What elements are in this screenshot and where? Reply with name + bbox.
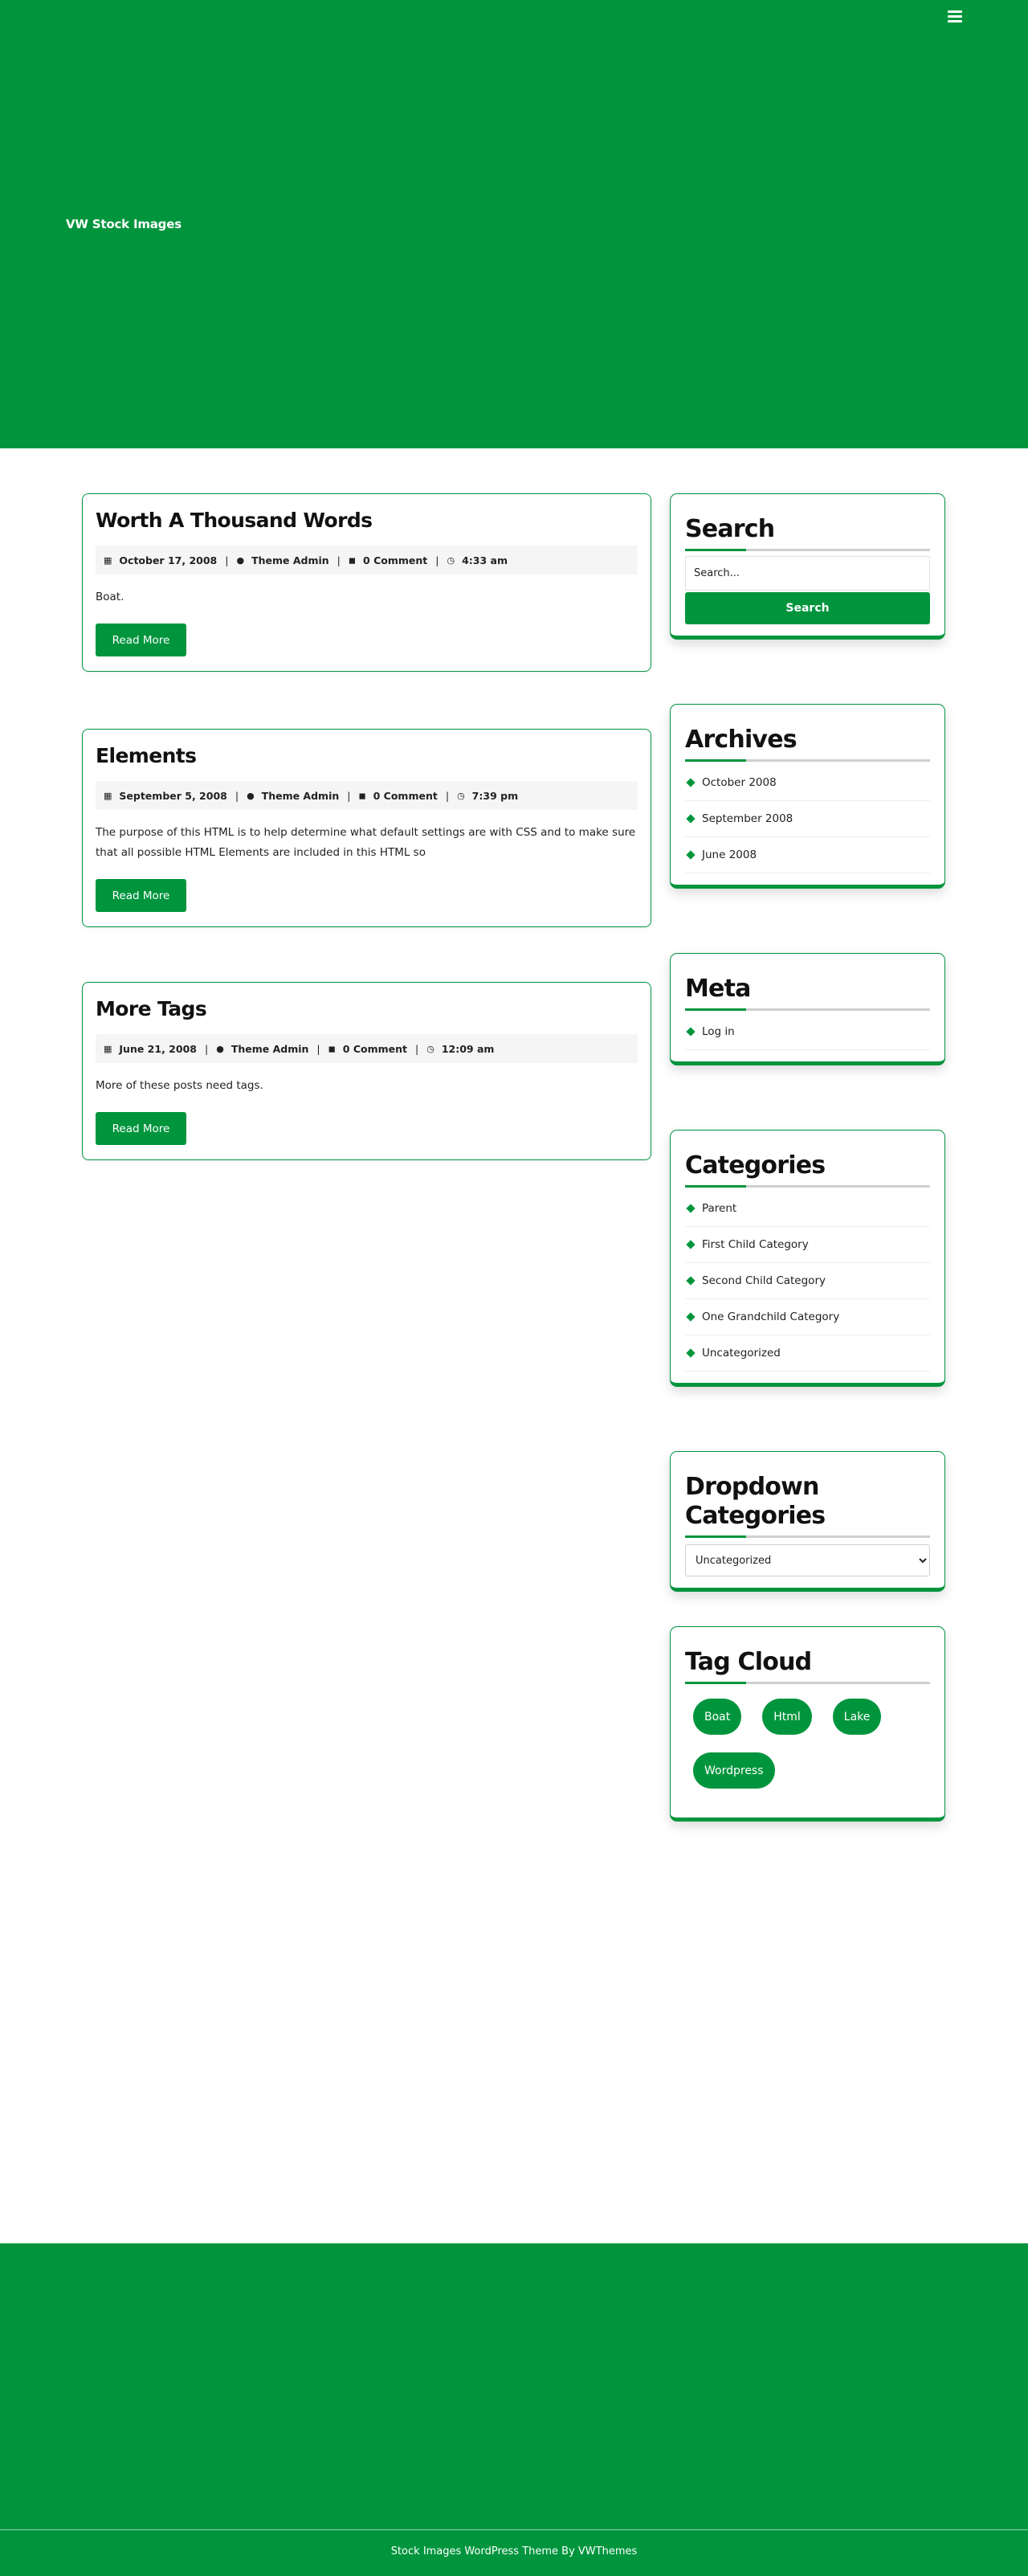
diamond-bullet-icon [686, 1276, 695, 1285]
calendar-icon: ▦ [104, 554, 112, 566]
diamond-bullet-icon [686, 850, 695, 859]
diamond-bullet-icon [686, 778, 695, 787]
user-icon: ● [247, 790, 255, 801]
comments-icon: ◼ [328, 1043, 336, 1054]
meta-separator: | [204, 1042, 209, 1055]
meta-separator: | [435, 554, 439, 566]
post-excerpt: More of these posts need tags. [96, 1079, 263, 1092]
tag-link[interactable]: Lake [833, 1699, 882, 1735]
hamburger-menu-icon[interactable] [944, 6, 965, 26]
post-meta [96, 1034, 638, 1063]
tag-link[interactable]: Wordpress [693, 1752, 775, 1789]
meta-list [685, 1014, 930, 1050]
widget-title: Meta [685, 975, 751, 1003]
category-dropdown[interactable] [685, 1544, 930, 1576]
calendar-icon: ▦ [104, 1043, 112, 1054]
user-icon: ● [216, 1043, 224, 1054]
meta-separator: | [316, 1042, 320, 1055]
post-author[interactable]: ● Theme Admin [236, 554, 329, 566]
post-author[interactable]: ● Theme Admin [247, 789, 340, 802]
clock-icon: ◷ [457, 790, 465, 801]
archives-list [685, 765, 930, 873]
category-item[interactable]: First Child Category [685, 1227, 930, 1263]
site-title[interactable]: VW Stock Images [66, 217, 182, 231]
widget-title: Categories [685, 1151, 826, 1180]
clock-icon: ◷ [447, 554, 455, 566]
post-title[interactable]: Worth A Thousand Words [96, 509, 373, 532]
widget-title: Tag Cloud [685, 1648, 812, 1676]
widget-title-underline [685, 549, 930, 551]
search-input[interactable] [685, 556, 930, 591]
widget-title-underline [685, 1682, 930, 1684]
clock-icon: ◷ [426, 1043, 434, 1054]
user-icon: ● [236, 554, 245, 566]
widget-title: Search [685, 515, 775, 543]
read-more-button[interactable]: Read More [96, 1112, 186, 1145]
meta-item-login[interactable]: Log in [685, 1014, 930, 1050]
archive-item[interactable]: June 2008 [685, 837, 930, 873]
comments-icon: ◼ [348, 554, 357, 566]
post-time: ◷ 7:39 pm [457, 789, 519, 802]
post-meta [96, 781, 638, 810]
post-title[interactable]: More Tags [96, 997, 207, 1020]
post-date[interactable]: ▦ October 17, 2008 [104, 554, 218, 566]
footer-credit[interactable]: Stock Images WordPress Theme By VWThemes [390, 2545, 638, 2558]
post-time: ◷ 12:09 am [426, 1042, 495, 1055]
post-title[interactable]: Elements [96, 744, 197, 767]
post-card [82, 729, 651, 927]
post-card [82, 982, 651, 1160]
tag-link[interactable]: Boat [693, 1699, 741, 1735]
tag-link[interactable]: Html [762, 1699, 812, 1735]
post-comments[interactable]: ◼ 0 Comment [348, 554, 428, 566]
widget-title-underline [685, 1008, 930, 1011]
dropdown-categories-widget [670, 1451, 945, 1592]
post-excerpt: The purpose of this HTML is to help determine what default settings are with CSS and to make sure that all possible HTML Elements are included in this HTML so [96, 826, 636, 859]
meta-widget [670, 953, 945, 1065]
post-excerpt: Boat. [96, 591, 124, 603]
calendar-icon: ▦ [104, 790, 112, 801]
tag-cloud-widget [670, 1626, 945, 1822]
archives-widget [670, 704, 945, 889]
search-widget [670, 493, 945, 640]
widget-title: Dropdown Categories [685, 1473, 826, 1530]
category-item[interactable]: Uncategorized [685, 1335, 930, 1372]
diamond-bullet-icon [686, 1204, 695, 1212]
read-more-button[interactable]: Read More [96, 624, 186, 656]
widget-title-underline [685, 1185, 930, 1188]
widget-title-underline [685, 759, 930, 762]
hero-header [0, 0, 1028, 448]
post-date[interactable]: ▦ June 21, 2008 [104, 1042, 197, 1055]
categories-widget [670, 1130, 945, 1387]
categories-list [685, 1191, 930, 1372]
read-more-button[interactable]: Read More [96, 879, 186, 912]
meta-separator: | [225, 554, 229, 566]
post-comments[interactable]: ◼ 0 Comment [328, 1042, 407, 1055]
widget-title-underline [685, 1535, 930, 1538]
site-footer [0, 2243, 1028, 2576]
post-time: ◷ 4:33 am [447, 554, 508, 566]
post-author[interactable]: ● Theme Admin [216, 1042, 309, 1055]
meta-separator: | [445, 789, 450, 802]
category-item[interactable]: Parent [685, 1191, 930, 1227]
diamond-bullet-icon [686, 1348, 695, 1357]
footer-divider [0, 2529, 1028, 2530]
meta-separator: | [414, 1042, 419, 1055]
category-item[interactable]: Second Child Category [685, 1263, 930, 1299]
search-button[interactable]: Search [685, 592, 930, 624]
comments-icon: ◼ [358, 790, 366, 801]
diamond-bullet-icon [686, 1240, 695, 1249]
meta-separator: | [337, 554, 341, 566]
meta-separator: | [235, 789, 239, 802]
category-item[interactable]: One Grandchild Category [685, 1299, 930, 1335]
post-meta [96, 546, 638, 574]
tag-cloud [685, 1687, 930, 1806]
diamond-bullet-icon [686, 1312, 695, 1321]
post-comments[interactable]: ◼ 0 Comment [358, 789, 438, 802]
widget-title: Archives [685, 726, 797, 754]
post-date[interactable]: ▦ September 5, 2008 [104, 789, 227, 802]
diamond-bullet-icon [686, 814, 695, 823]
archive-item[interactable]: October 2008 [685, 765, 930, 801]
diamond-bullet-icon [686, 1027, 695, 1036]
post-card [82, 493, 651, 672]
meta-separator: | [347, 789, 351, 802]
archive-item[interactable]: September 2008 [685, 801, 930, 837]
